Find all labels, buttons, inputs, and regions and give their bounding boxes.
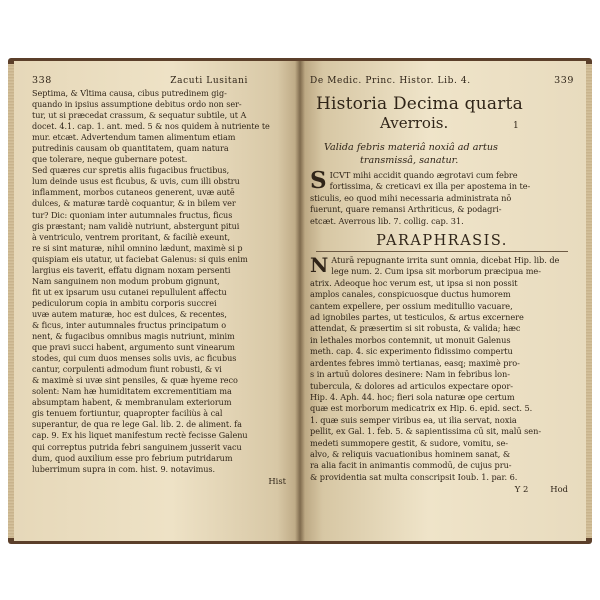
- text-line: amplos canales, conspicuosque ductus humorem: [310, 289, 511, 300]
- text-line: etcæt. Averrous lib. 7. collig. cap. 31.: [310, 215, 464, 226]
- text-line: lum deinde usus est ficubus, & uvis, cum illi obstru: [32, 176, 240, 187]
- text-line: à ventriculo, ventrem proritant, & faciliè exeunt,: [32, 231, 230, 242]
- text-line: fortissima, & creticavi ex illa per apostema in te-: [329, 181, 531, 192]
- left-catchwords: [32, 476, 292, 486]
- text-line: gis præstant; nam validè nutriunt, abstergunt pitui: [32, 220, 240, 231]
- section-heading: PARAPHRASIS.: [376, 233, 508, 250]
- text-line: quæ est morborum medicatrix ex Hip. 6. epid. sect. 5.: [310, 403, 533, 414]
- text-line: attendat, & præsertim si sit robusta, & valida; hæc: [310, 323, 521, 334]
- text-line: & providentia sat multa conscripsit Ioub. 1. par. 6.: [310, 471, 518, 482]
- text-line: atrix. Adeoque hoc verum est, ut ipsa si non possit: [310, 277, 518, 288]
- text-line: inflamment, morbos cutaneos generent, uvæ autē: [32, 187, 235, 198]
- paraphrasis-paragraph: [310, 255, 574, 483]
- text-line: nent, & fugacibus omnibus magis nutriunt, minim: [32, 331, 235, 342]
- text-line: in lethales morbos contemnit, ut monuit Galenus: [310, 334, 511, 345]
- chapter-summary-line1: Valida febris materiâ noxiâ ad artus: [324, 142, 498, 153]
- right-running-head: De Medic. Princ. Histor. Lib. 4.: [310, 76, 471, 86]
- chapter-title: Historia Decima quarta: [316, 94, 523, 114]
- text-line: largius eis taverit, effatu dignam noxam persenti: [32, 264, 231, 275]
- text-line: pediculorum copia in ambitu corporis succrei: [32, 297, 217, 308]
- text-line: re si sint maturæ, nihil omnino lædunt, maximè si p: [32, 242, 243, 253]
- text-line: & ficus, inter autumnales fructus principatum o: [32, 319, 227, 330]
- text-line: absumptam habent, & membranulam exteriorum: [32, 397, 232, 408]
- text-line: tur, ut si præcedat crassum, & sequatur subtile, ut A: [32, 110, 247, 121]
- section-rule: [316, 251, 568, 252]
- drop-cap-s: S: [310, 170, 327, 194]
- text-line: luberrimum supra in com. hist. 9. notavimus.: [32, 463, 216, 474]
- text-line: Nam sanguinem non modum probum gignunt,: [32, 275, 220, 286]
- chapter-subtitle: Averrois. 1: [380, 114, 519, 132]
- text-line: medeti summopere gestit, & sudore, vomitu, se-: [310, 437, 508, 448]
- margin-note: 1: [513, 121, 519, 131]
- text-line: gis tenuem fortiuntur, quapropter faciliùs à cal: [32, 408, 223, 419]
- left-page-number: 338: [32, 75, 52, 86]
- text-line: que pravi succi habent, argumento sunt vinearum: [32, 342, 235, 353]
- left-page: [14, 61, 300, 541]
- text-line: alvo, & reliquis vacuationibus hominem sanat, &: [310, 448, 511, 459]
- left-page-header: [32, 75, 292, 86]
- text-line: sticulis, eo quod mihi necessaria administrata nō: [310, 192, 512, 203]
- text-line: cantem expellere, per ossium meditullio vacuare,: [310, 300, 513, 311]
- text-line: pellit, ex Gal. 1. feb. 5. & sapientissima cū sit, malū sen-: [310, 426, 542, 437]
- text-line: dulces, & maturæ tardè coquantur, & in bilem ver: [32, 198, 236, 209]
- text-line: solent: Nam hæ humiditatem excrementitiam ma: [32, 386, 232, 397]
- text-line: superantur, de qua re lege Gal. lib. 2. de aliment. fa: [32, 419, 242, 430]
- text-line: quando in ipsius assumptione debitus ordo non ser-: [32, 99, 242, 110]
- text-line: tur? Dic: quoniam inter autumnales fructus, ficus: [32, 209, 233, 220]
- chapter-summary-line2: transmissâ, sanatur.: [360, 155, 459, 166]
- text-line: 1. quæ suis semper viribus ea, ut ilia servat, noxia: [310, 414, 517, 425]
- left-page-body: [32, 88, 292, 475]
- text-line: Septima, & Vltima causa, cibus putredinem gig-: [32, 88, 227, 98]
- book-spread: [8, 58, 592, 544]
- right-catchword: Hod: [550, 484, 568, 495]
- text-line: ICVT mihi accidit quando ægrotavi cum febre: [329, 170, 518, 180]
- right-page: [300, 61, 586, 541]
- text-line: fuerunt, quare remansi Arthriticus, & podagri-: [310, 204, 502, 215]
- text-line: que tolerare, neque gubernare potest.: [32, 154, 188, 165]
- text-line: qui correptus putrida febri sanguinem jusserit vacu: [32, 441, 242, 452]
- right-catchwords: [310, 484, 574, 494]
- text-line: Aturā repugnante irrita sunt omnia, dicebat Hip. lib. de: [331, 255, 560, 266]
- text-line: stodes, qui cum duos menses solis uvis, ac ficubus: [32, 353, 237, 364]
- left-running-head: Zacuti Lusitani: [170, 76, 248, 86]
- left-catchword: Hist: [268, 475, 286, 486]
- text-line: ardentes febres immò tertianas, easq; maximè pro-: [310, 357, 520, 368]
- drop-cap-n: N: [310, 255, 329, 278]
- intro-paragraph: [310, 170, 574, 227]
- right-page-header: [310, 75, 574, 86]
- signature-mark: Y 2: [514, 484, 529, 495]
- text-line: fit ut ex ipsarum usu cutanei repullulent affectu: [32, 286, 227, 297]
- text-line: Hip. 4. Aph. 44. hoc; fieri sola naturæ ope certum: [310, 391, 515, 402]
- book-gutter: [295, 61, 305, 541]
- text-line: ad ignobiles partes, ut testiculos, & artus excernere: [310, 312, 524, 323]
- text-line: uvæ autem maturæ, hoc est dulces, & recentes,: [32, 308, 227, 319]
- text-line: ra alia facit in animantis commodū, de cujus pru-: [310, 460, 512, 471]
- text-line: meth. cap. 4. sic experimento fidissimo compertu: [310, 346, 513, 357]
- text-line: s in artuū dolores desinere: Nam in febribus lon-: [310, 369, 510, 380]
- text-line: putredinis causam ob quantitatem, quam natura: [32, 143, 229, 154]
- text-line: tubercula, & dolores ad articulos expectare opor-: [310, 380, 513, 391]
- text-line: dum, quod auxilium esse pro febrium putridarum: [32, 452, 233, 463]
- right-page-number: 339: [554, 75, 574, 86]
- text-line: mur. etcæt. Advertendum tamen alimentum etiam: [32, 132, 236, 143]
- text-line: docet. 4.1. cap. 1. ant. med. 5 & nos quidem à nutriente te: [32, 121, 270, 132]
- text-line: Sed quæres cur spretis aliis fugacibus fructibus,: [32, 165, 230, 176]
- right-page-edges: [586, 64, 592, 538]
- text-line: lege num. 2. Cum ipsa sit morborum præcipua me-: [331, 266, 541, 277]
- text-line: cantur, corpulenti admodum fiunt robusti, & vi: [32, 364, 222, 375]
- text-line: cap. 9. Ex his liquet manifestum rectè fecisse Galenu: [32, 430, 248, 441]
- text-line: quispiam eis utatur, ut faciebat Galenus: si quis enim: [32, 253, 248, 264]
- text-line: & maximè si uvæ sint pensiles, & quæ hyeme reco: [32, 375, 238, 386]
